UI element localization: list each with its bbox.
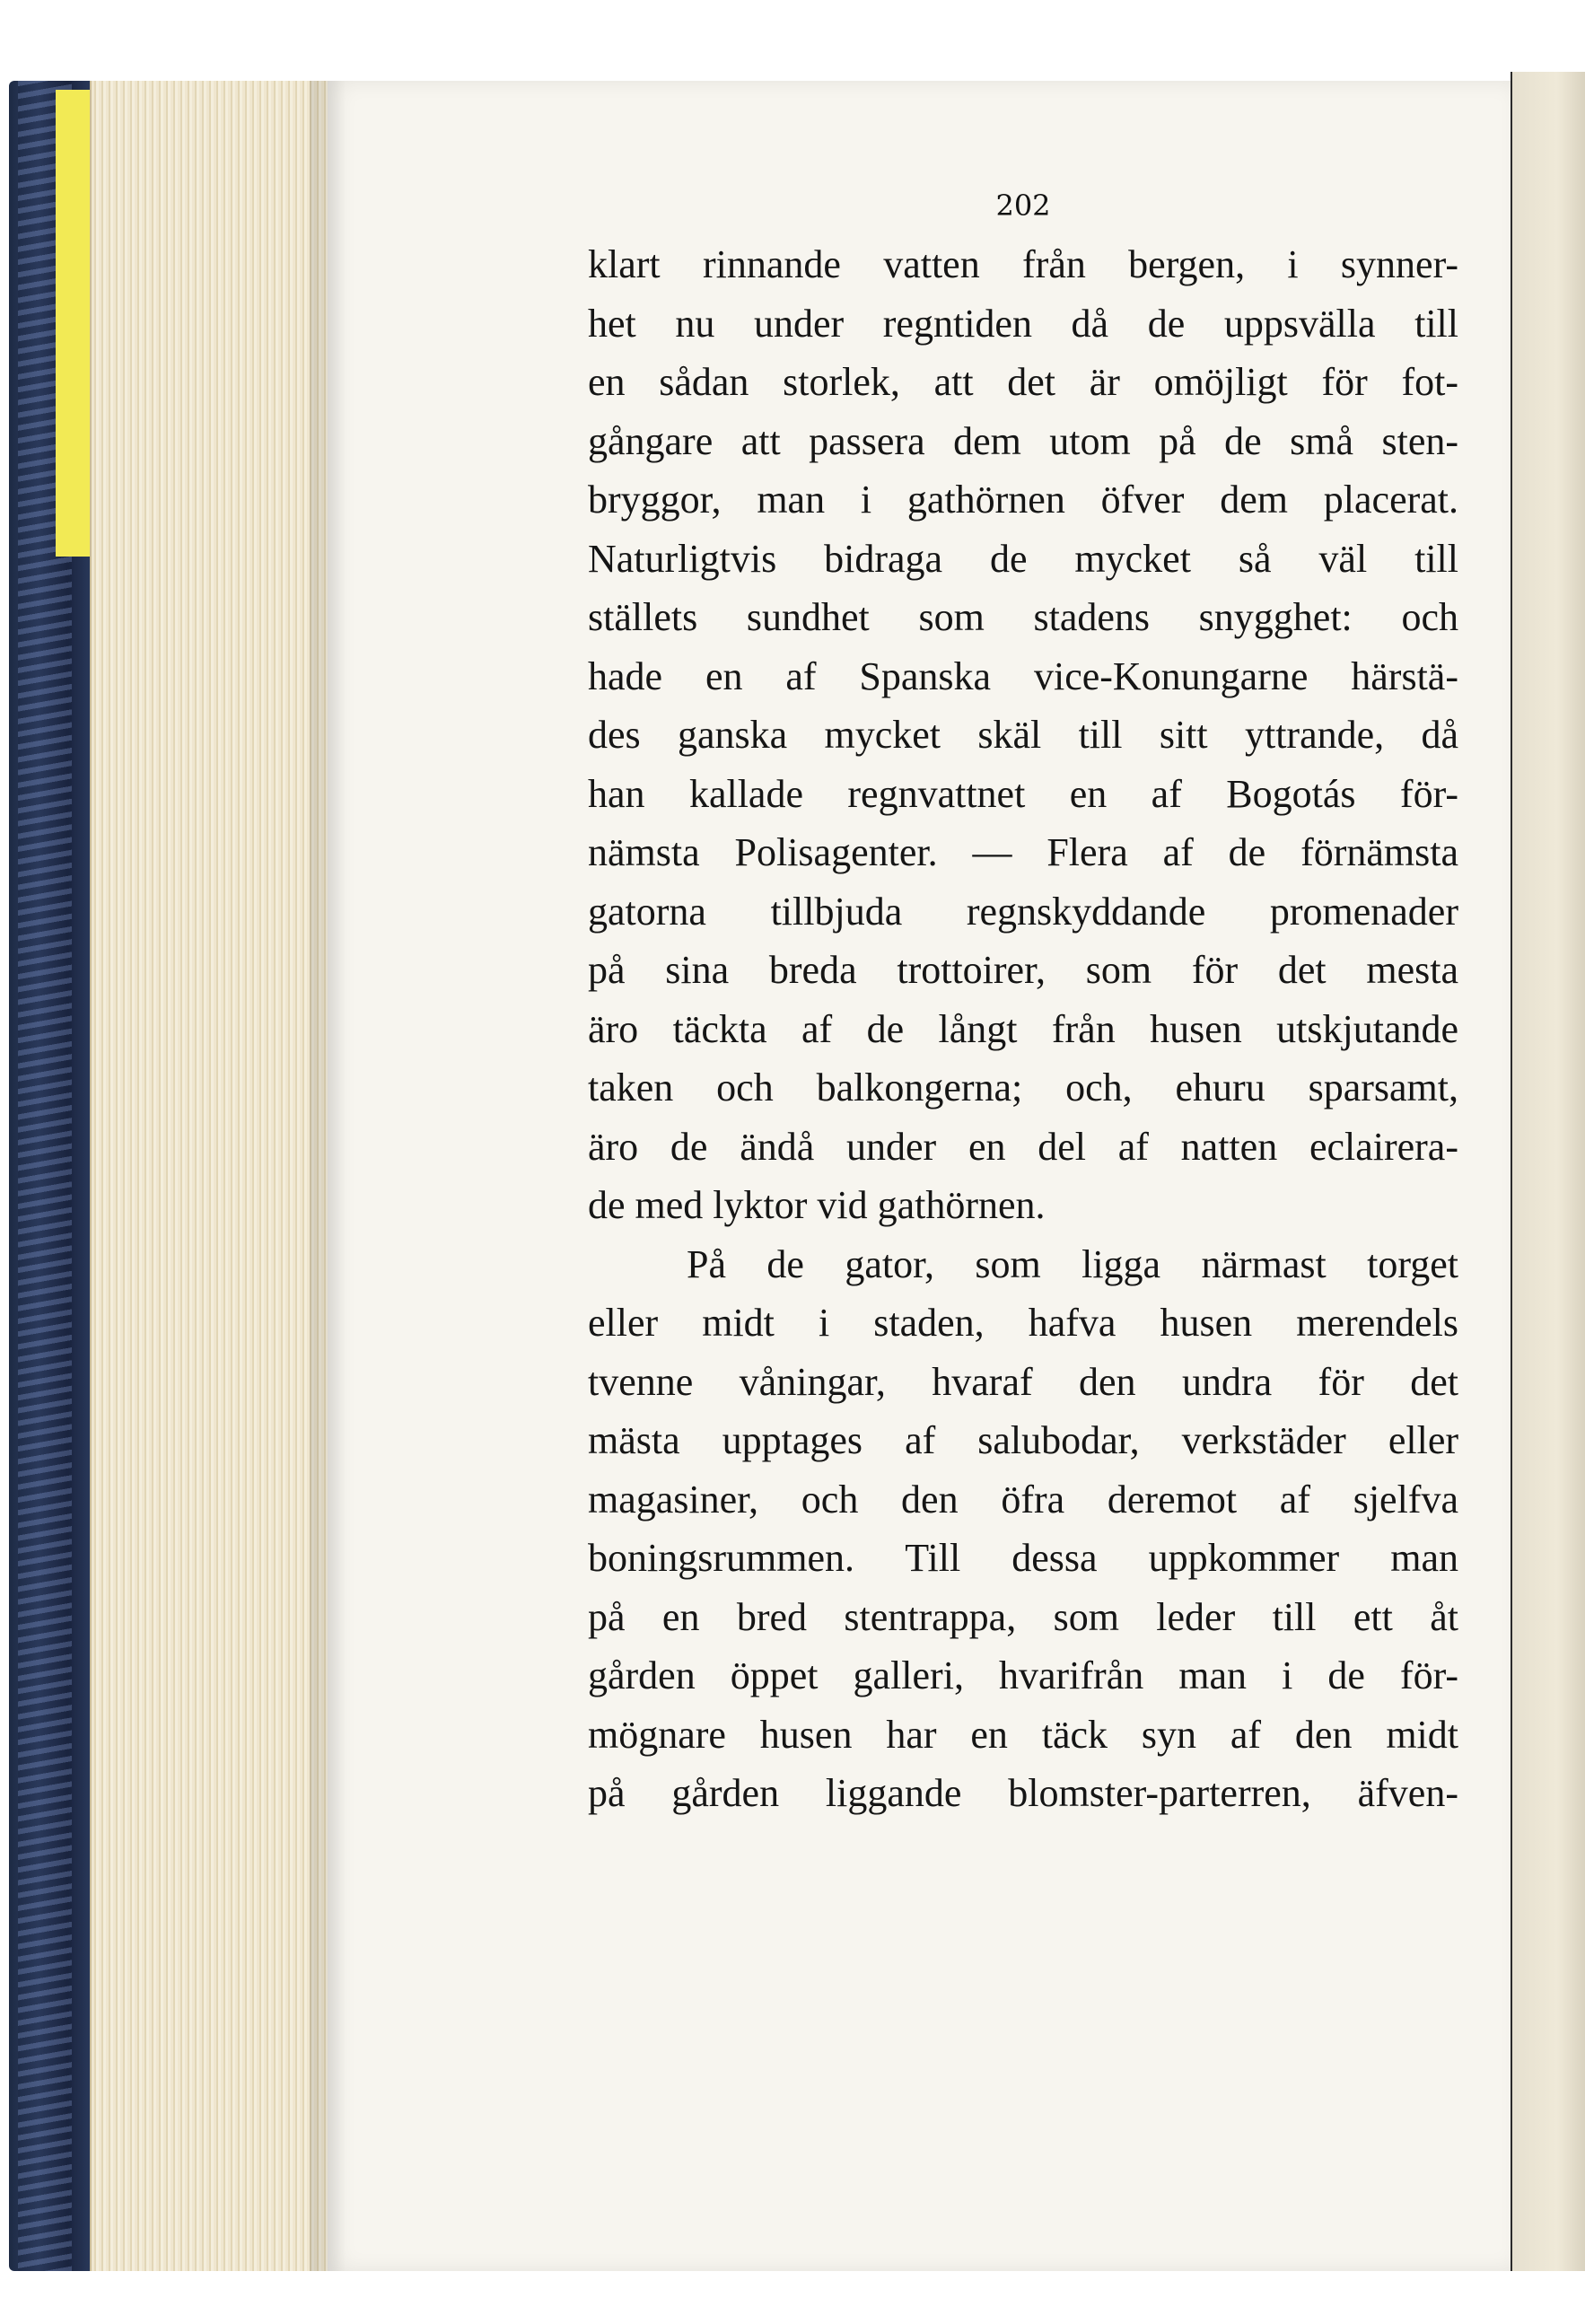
text-line: gatorna tillbjuda regnskyddande promenader [588, 889, 1458, 934]
text-line: hade en af Spanska vice-Konungarne härstä- [588, 653, 1458, 698]
text-line: het nu under regntiden då de uppsvälla till [588, 301, 1458, 346]
text-line: På de gator, som ligga närmast torget [687, 1241, 1458, 1286]
text-line: äro täckta af de långt från husen utskjutande [588, 1006, 1458, 1051]
page-edges [90, 81, 329, 2271]
text-line: eller midt i staden, hafva husen merendels [588, 1301, 1458, 1345]
spine-shadow [310, 81, 346, 2271]
text-line: magasiner, och den öfra deremot af sjelfva [588, 1477, 1458, 1522]
text-line: de med lyktor vid gathörnen. [588, 1183, 1046, 1227]
text-line: ställets sundhet som stadens snygghet: och [588, 595, 1458, 639]
yellow-bookmark-tab [56, 90, 93, 557]
text-line: på en bred stentrappa, som leder till ett åt [588, 1594, 1458, 1639]
text-line: en sådan storlek, att det är omöjligt för fot- [588, 360, 1458, 404]
text-line: gångare att passera dem utom på de små sten- [588, 418, 1458, 463]
text-line: på gården liggande blomster-parterren, äfven- [588, 1771, 1458, 1815]
text-line: på sina breda trottoirer, som för det mesta [588, 948, 1458, 992]
page-number: 202 [995, 189, 1051, 223]
text-line: klart rinnande vatten från bergen, i synner- [588, 242, 1458, 286]
text-line: tvenne våningar, hvaraf den undra för det [588, 1359, 1458, 1404]
text-line: nämsta Polisagenter. — Flera af de förnämsta [588, 830, 1458, 874]
right-cover [1511, 72, 1585, 2271]
text-line: bryggor, man i gathörnen öfver dem placerat. [588, 478, 1458, 522]
text-line: taken och balkongerna; och, ehuru sparsamt, [588, 1066, 1458, 1109]
text-line: han kallade regnvattnet en af Bogotás för- [588, 771, 1458, 816]
text-line: mästa upptages af salubodar, verkstäder eller [588, 1418, 1458, 1462]
text-line: mögnare husen har en täck syn af den midt [588, 1712, 1458, 1757]
page-text [588, 235, 1458, 1823]
text-line: Naturligtvis bidraga de mycket så väl till [588, 536, 1458, 581]
text-line: gården öppet galleri, hvarifrån man i de för- [588, 1653, 1458, 1697]
text-line: äro de ändå under en del af natten eclairera- [588, 1124, 1458, 1169]
text-line: des ganska mycket skäl till sitt yttrande, då [588, 713, 1458, 757]
text-line: boningsrummen. Till dessa uppkommer man [588, 1536, 1458, 1580]
